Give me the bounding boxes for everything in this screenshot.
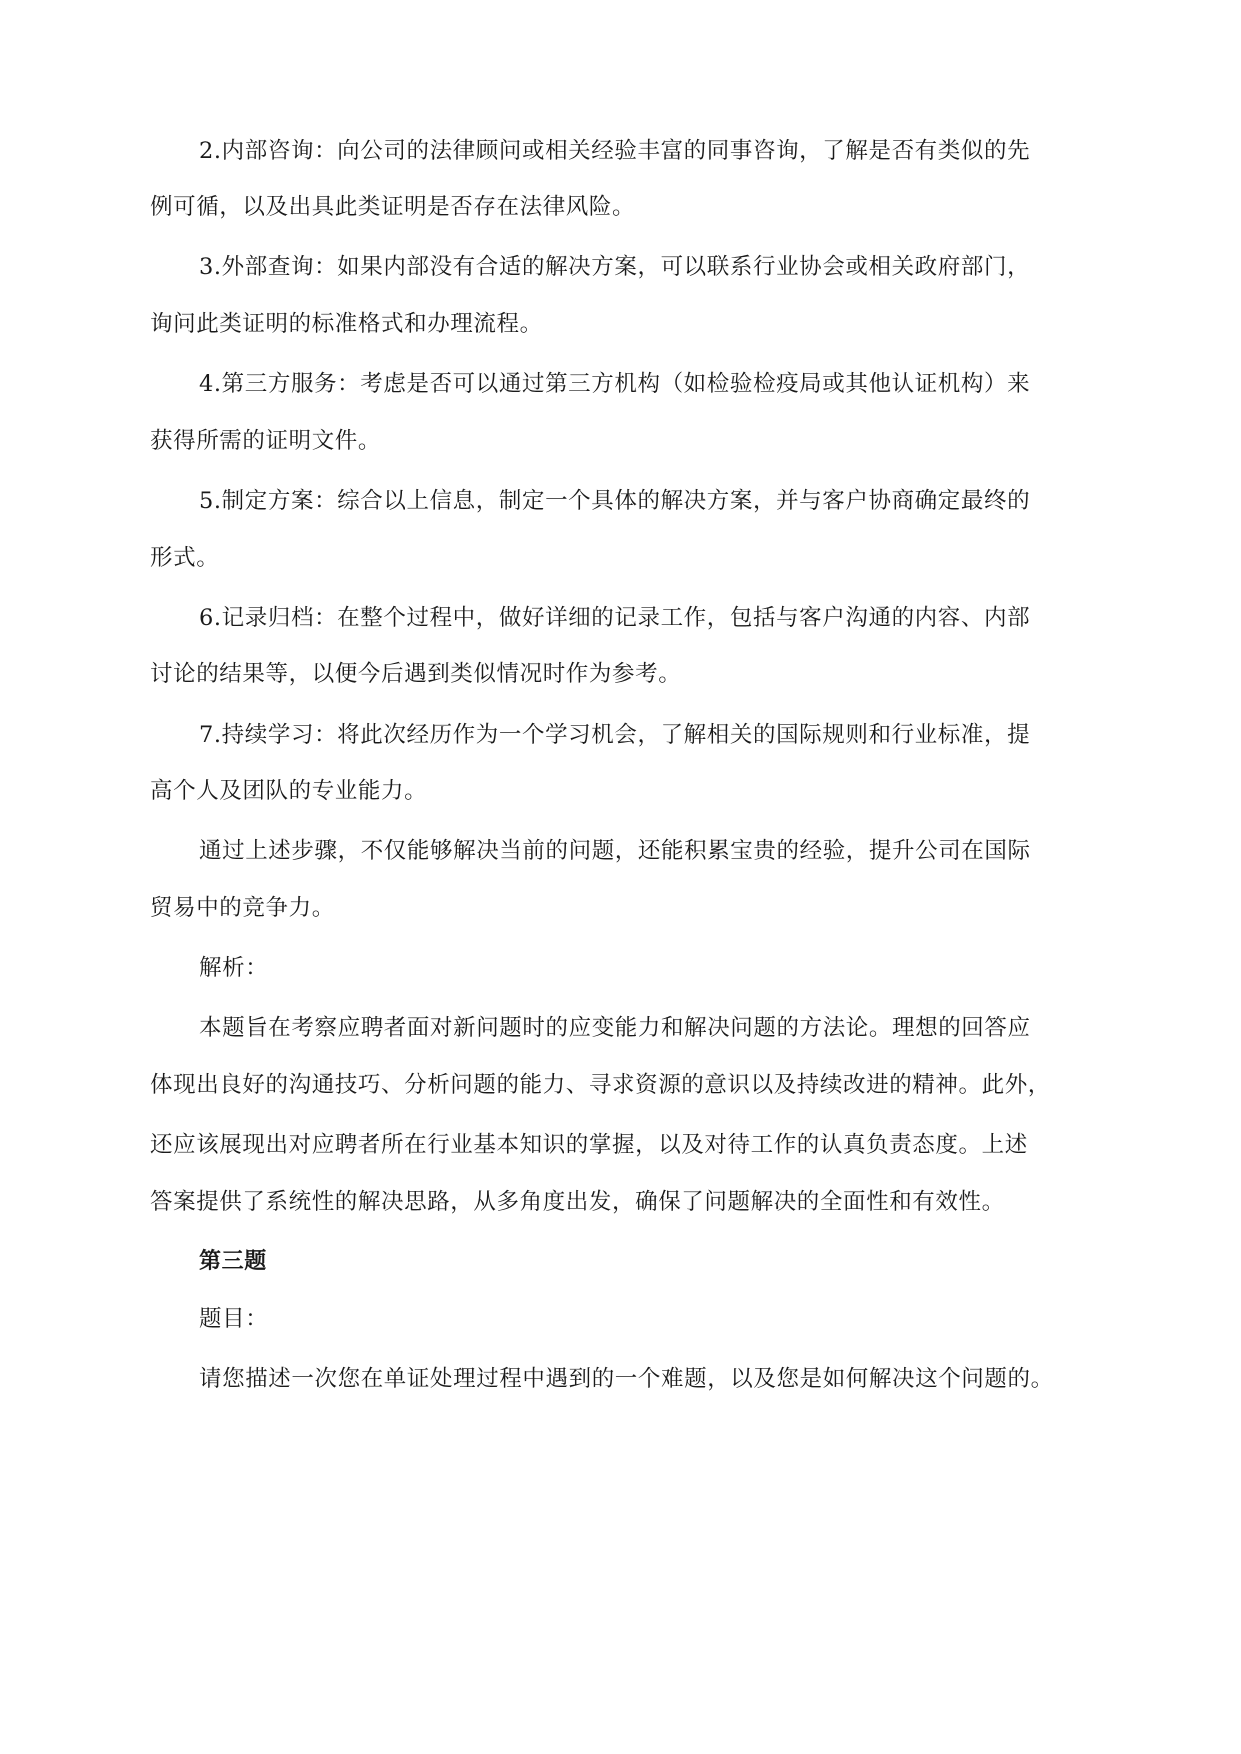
question-label: 题目： (199, 1306, 269, 1332)
paragraph-3-line-2: 询问此类证明的标准格式和办理流程。 (150, 311, 543, 337)
analysis-line-4: 答案提供了系统性的解决思路，从多角度出发，确保了问题解决的全面性和有效性。 (150, 1189, 1005, 1215)
paragraph-2-line-2: 例可循，以及出具此类证明是否存在法律风险。 (150, 194, 636, 220)
paragraph-5-line-1: 5.制定方案：综合以上信息，制定一个具体的解决方案，并与客户协商确定最终的 (199, 488, 1031, 514)
paragraph-4-line-1: 4.第三方服务：考虑是否可以通过第三方机构（如检验检疫局或其他认证机构）来 (199, 371, 1031, 397)
section-heading: 第三题 (199, 1249, 267, 1274)
paragraph-6-line-2: 讨论的结果等，以便今后遇到类似情况时作为参考。 (150, 661, 682, 687)
paragraph-2-line-1: 2.内部咨询：向公司的法律顾问或相关经验丰富的同事咨询，了解是否有类似的先 (199, 138, 1031, 164)
paragraph-7-line-2: 高个人及团队的专业能力。 (150, 778, 428, 804)
paragraph-3-line-1: 3.外部查询：如果内部没有合适的解决方案，可以联系行业协会或相关政府部门， (199, 254, 1031, 280)
question-text: 请您描述一次您在单证处理过程中遇到的一个难题，以及您是如何解决这个问题的。 (199, 1366, 1054, 1392)
analysis-line-3: 还应该展现出对应聘者所在行业基本知识的掌握，以及对待工作的认真负责态度。上述 (150, 1132, 1028, 1158)
analysis-label: 解析： (199, 955, 269, 981)
summary-line-1: 通过上述步骤，不仅能够解决当前的问题，还能积累宝贵的经验，提升公司在国际 (199, 838, 1031, 864)
paragraph-6-line-1: 6.记录归档：在整个过程中，做好详细的记录工作，包括与客户沟通的内容、内部 (199, 605, 1031, 631)
analysis-line-2: 体现出良好的沟通技巧、分析问题的能力、寻求资源的意识以及持续改进的精神。此外， (150, 1072, 1051, 1098)
paragraph-5-line-2: 形式。 (150, 545, 220, 571)
summary-line-2: 贸易中的竞争力。 (150, 895, 335, 921)
paragraph-7-line-1: 7.持续学习：将此次经历作为一个学习机会，了解相关的国际规则和行业标准，提 (199, 722, 1031, 748)
paragraph-4-line-2: 获得所需的证明文件。 (150, 428, 382, 454)
analysis-line-1: 本题旨在考察应聘者面对新问题时的应变能力和解决问题的方法论。理想的回答应 (199, 1015, 1031, 1041)
